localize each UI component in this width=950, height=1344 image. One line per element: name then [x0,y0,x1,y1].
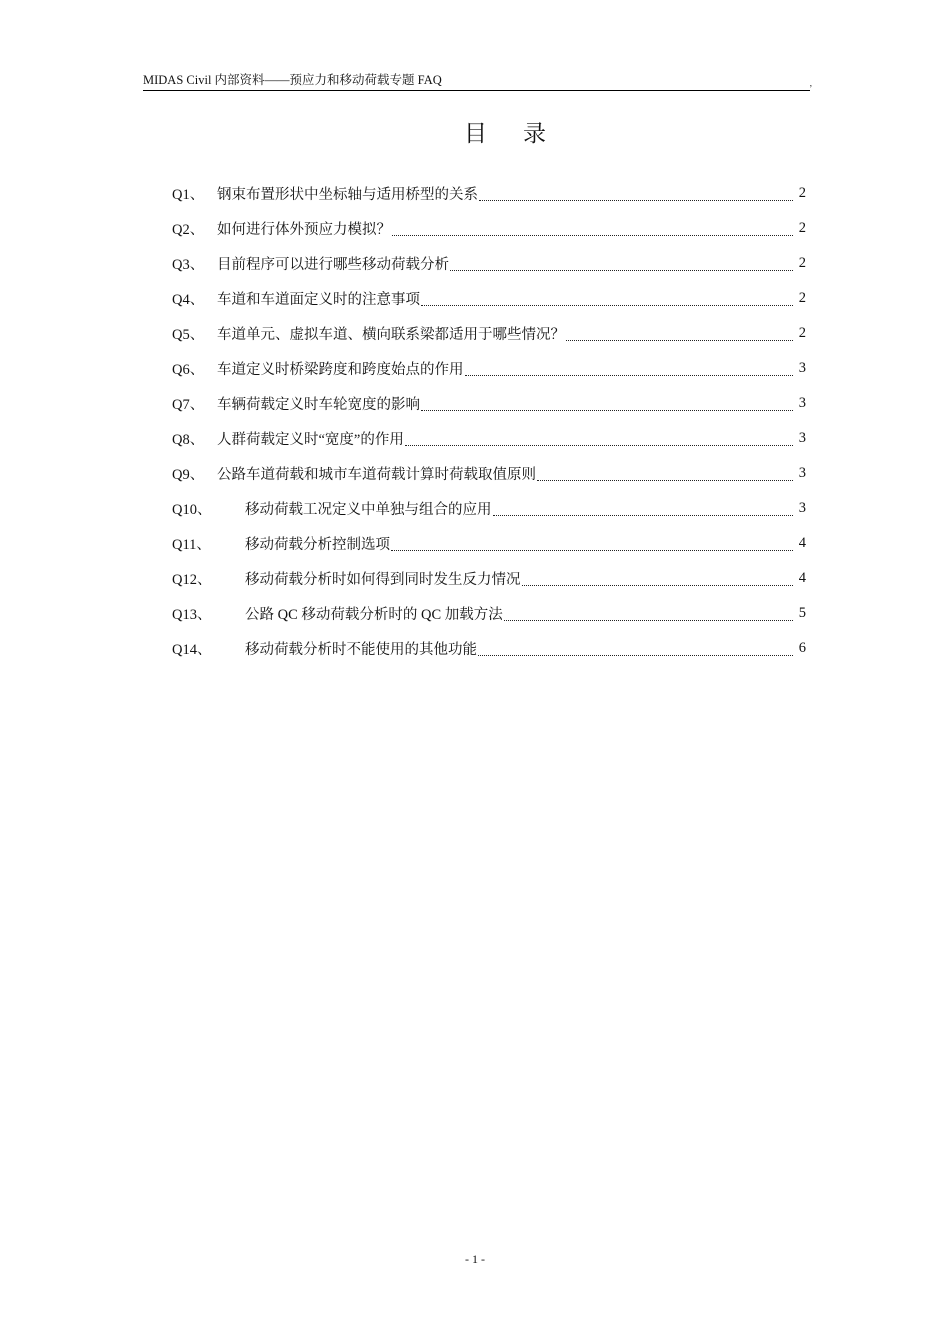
toc-entry-number: Q7、 [172,397,205,413]
toc-entry-title: 公路车道荷载和城市车道荷载计算时荷载取值原则 [217,467,536,483]
toc-leader-dots [504,619,793,621]
toc-title-right: 录 [523,121,546,146]
toc-leader-dots [465,374,793,376]
toc-entry-number: Q3、 [172,257,205,273]
toc-entry-page: 3 [798,465,806,481]
toc-entry-number: Q4、 [172,292,205,308]
toc-entry[interactable] [172,386,806,421]
toc-leader-dots [450,269,793,271]
toc-entry-title: 移动荷载工况定义中单独与组合的应用 [245,502,492,518]
toc-entry[interactable] [172,176,806,211]
toc-entry-number: Q6、 [172,362,205,378]
toc-leader-dots [391,549,793,551]
toc-entry-number: Q12、 [172,572,212,588]
toc-entry-number: Q5、 [172,327,205,343]
toc-entry[interactable] [172,526,806,561]
toc-title-left: 目 [464,121,487,146]
toc-entry-title: 车辆荷载定义时车轮宽度的影响 [217,397,420,413]
toc-entry-number: Q2、 [172,222,205,238]
toc-entry-number: Q11、 [172,537,211,553]
toc-entry-page: 5 [798,605,806,621]
toc-entry[interactable] [172,456,806,491]
toc-entry-title: 车道定义时桥梁跨度和跨度始点的作用 [217,362,464,378]
toc-entry-page: 6 [798,640,806,656]
toc-entry-title: 移动荷载分析时如何得到同时发生反力情况 [245,572,521,588]
toc-entry-page: 2 [798,255,806,271]
toc-entry-title: 车道单元、虚拟车道、横向联系梁都适用于哪些情况？ [217,327,565,343]
toc-entry-title: 移动荷载分析时不能使用的其他功能 [245,642,477,658]
toc-leader-dots [566,339,793,341]
toc-entry[interactable] [172,491,806,526]
toc-leader-dots [421,409,793,411]
toc-entry[interactable] [172,631,806,666]
toc-entry-page: 3 [798,430,806,446]
toc-entry-page: 2 [798,290,806,306]
running-header [143,70,810,91]
toc-entry[interactable] [172,596,806,631]
toc-leader-dots [537,479,793,481]
toc-entry[interactable] [172,351,806,386]
toc-entry-number: Q9、 [172,467,205,483]
toc-leader-dots [392,234,793,236]
toc-entry-number: Q13、 [172,607,212,623]
page-number: - 1 - [465,1252,485,1266]
toc-entry-page: 3 [798,360,806,376]
toc-entry-page: 2 [798,325,806,341]
header-mark: , [809,78,812,88]
toc-leader-dots [493,514,793,516]
toc-entry-number: Q8、 [172,432,205,448]
toc-entry[interactable] [172,246,806,281]
toc-entry-title: 移动荷载分析控制选项 [245,537,390,553]
toc-entry[interactable] [172,211,806,246]
toc-entry-title: 公路 QC 移动荷载分析时的 QC 加载方法 [245,607,503,623]
toc-title [0,120,950,148]
toc-entry[interactable] [172,281,806,316]
toc-leader-dots [479,199,793,201]
toc-entry-page: 2 [798,220,806,236]
toc-entry-title: 人群荷载定义时“宽度”的作用 [217,432,404,448]
toc-entry-number: Q14、 [172,642,212,658]
toc-entry-page: 3 [798,395,806,411]
toc-entry-title: 钢束布置形状中坐标轴与适用桥型的关系 [217,187,478,203]
header-text: MIDAS Civil 内部资料——预应力和移动荷载专题 FAQ [143,73,442,87]
toc-list [172,176,806,666]
toc-entry[interactable] [172,421,806,456]
toc-leader-dots [405,444,793,446]
toc-entry-number: Q10、 [172,502,212,518]
toc-entry[interactable] [172,316,806,351]
toc-entry-title: 如何进行体外预应力模拟？ [217,222,391,238]
toc-entry[interactable] [172,561,806,596]
toc-leader-dots [478,654,793,656]
toc-entry-page: 2 [798,185,806,201]
toc-entry-page: 4 [798,570,806,586]
toc-leader-dots [421,304,793,306]
toc-entry-number: Q1、 [172,187,205,203]
toc-entry-title: 目前程序可以进行哪些移动荷载分析 [217,257,449,273]
toc-entry-page: 3 [798,500,806,516]
toc-entry-title: 车道和车道面定义时的注意事项 [217,292,420,308]
toc-leader-dots [522,584,793,586]
toc-entry-page: 4 [798,535,806,551]
